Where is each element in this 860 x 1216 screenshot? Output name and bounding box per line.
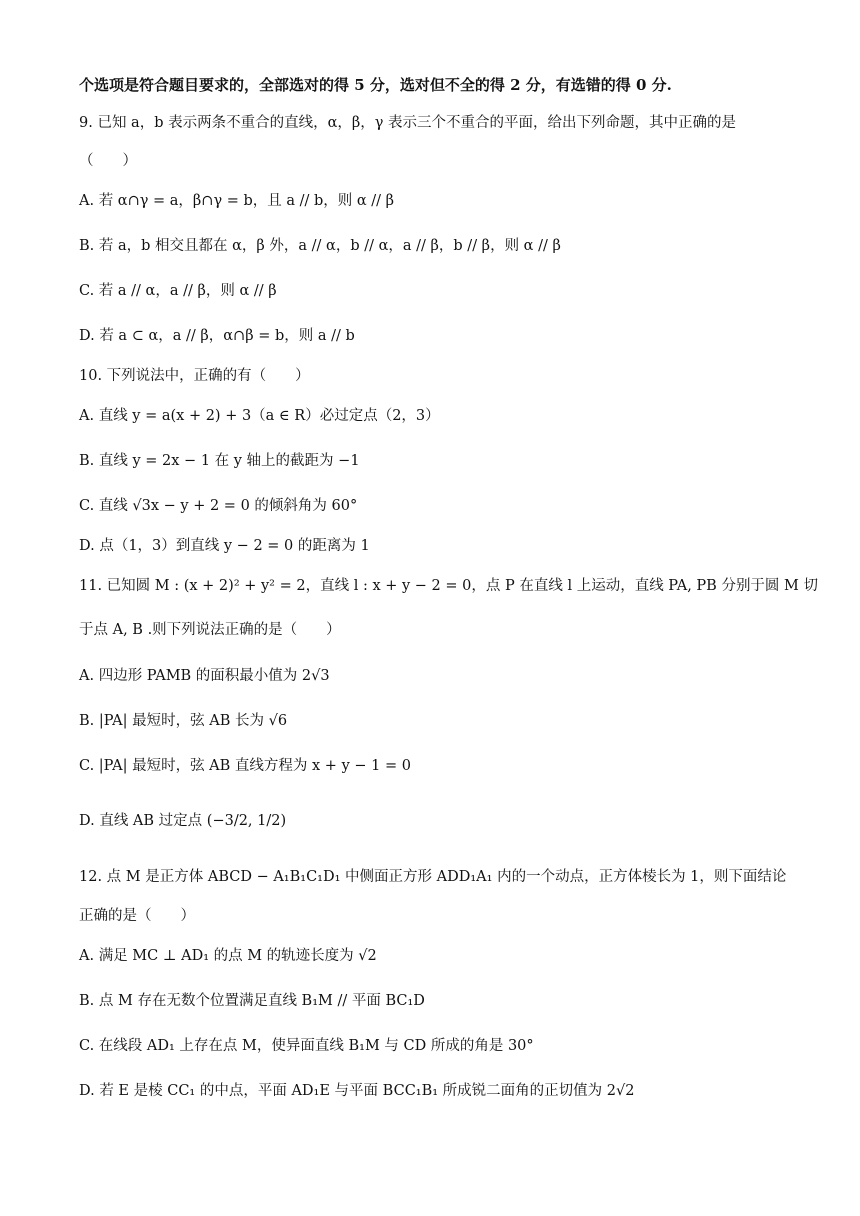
question-12-option-c: C. 在线段 AD₁ 上存在点 M，使异面直线 B₁M 与 CD 所成的角是 30°	[79, 1038, 534, 1054]
question-11-stem-continued: 于点 A, B .则下列说法正确的是（ ）	[79, 622, 341, 638]
question-9-option-c: C. 若 a // α，a // β，则 α // β	[79, 283, 277, 299]
question-9-answer-blank: （ ）	[79, 153, 137, 169]
question-10-stem: 10. 下列说法中，正确的有（ ）	[79, 368, 310, 384]
question-12-option-d: D. 若 E 是棱 CC₁ 的中点，平面 AD₁E 与平面 BCC₁B₁ 所成锐二面角的正切值为 2√2	[79, 1083, 635, 1099]
question-11-stem: 11. 已知圆 M : (x + 2)² + y² = 2，直线 l : x + y − 2 = 0，点 P 在直线 l 上运动，直线 PA, PB 分别于圆 M 切	[79, 578, 819, 594]
question-10-option-b: B. 直线 y = 2x − 1 在 y 轴上的截距为 −1	[79, 453, 360, 469]
question-12-stem-continued: 正确的是（ ）	[79, 908, 195, 924]
question-12-option-a: A. 满足 MC ⊥ AD₁ 的点 M 的轨迹长度为 √2	[79, 948, 377, 964]
question-9-option-d: D. 若 a ⊂ α，a // β，α∩β = b，则 a // b	[79, 328, 355, 344]
question-9-option-b: B. 若 a，b 相交且都在 α，β 外，a // α，b // α，a // β，b // β，则 α // β	[79, 238, 561, 254]
question-11-option-c: C. |PA| 最短时，弦 AB 直线方程为 x + y − 1 = 0	[79, 758, 411, 774]
question-10-option-d: D. 点（1，3）到直线 y − 2 = 0 的距离为 1	[79, 538, 370, 554]
question-12-stem: 12. 点 M 是正方体 ABCD − A₁B₁C₁D₁ 中侧面正方形 ADD₁A₁ 内的一个动点，正方体棱长为 1，则下面结论	[79, 869, 787, 885]
question-11-option-d: D. 直线 AB 过定点 (−3/2, 1/2)	[79, 813, 287, 829]
question-11-option-a: A. 四边形 PAMB 的面积最小值为 2√3	[79, 668, 330, 684]
question-10-option-c: C. 直线 √3x − y + 2 = 0 的倾斜角为 60°	[79, 498, 358, 514]
question-12-option-b: B. 点 M 存在无数个位置满足直线 B₁M // 平面 BC₁D	[79, 993, 425, 1009]
question-9-option-a: A. 若 α∩γ = a，β∩γ = b，且 a // b，则 α // β	[79, 193, 395, 209]
question-10-option-a: A. 直线 y = a(x + 2) + 3（a ∈ R）必过定点（2，3）	[79, 408, 440, 424]
question-9-stem: 9. 已知 a，b 表示两条不重合的直线，α，β，γ 表示三个不重合的平面，给出下列命题，其中正确的是	[79, 115, 737, 131]
section-instruction: 个选项是符合题目要求的，全部选对的得 5 分，选对但不全的得 2 分，有选错的得 0 分.	[79, 76, 672, 94]
question-11-option-b: B. |PA| 最短时，弦 AB 长为 √6	[79, 713, 288, 729]
